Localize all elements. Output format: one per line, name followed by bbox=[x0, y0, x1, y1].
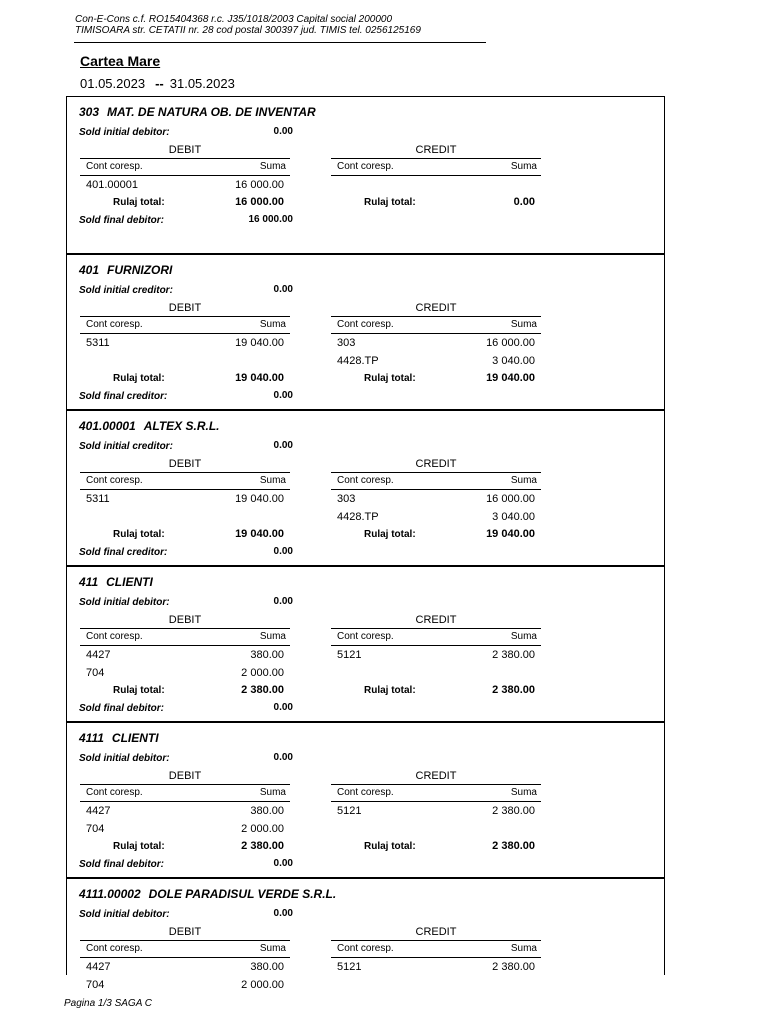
cont-coresp-header: Cont coresp. bbox=[86, 475, 143, 486]
date-to: 31.05.2023 bbox=[169, 76, 235, 91]
row-account: 4427 bbox=[86, 649, 111, 661]
credit-column-headers bbox=[331, 317, 541, 334]
credit-row bbox=[331, 490, 541, 508]
credit-rulaj-label: Rulaj total: bbox=[364, 373, 416, 384]
credit-rulaj-label: Rulaj total: bbox=[364, 685, 416, 696]
cont-coresp-header: Cont coresp. bbox=[86, 787, 143, 798]
suma-header: Suma bbox=[259, 475, 286, 486]
sold-initial-label: Sold initial debitor: bbox=[79, 127, 170, 138]
row-amount: 2 380.00 bbox=[492, 805, 535, 817]
row-amount: 16 000.00 bbox=[486, 337, 535, 349]
debit-header: DEBIT bbox=[80, 300, 290, 317]
credit-side bbox=[331, 924, 541, 976]
sold-final-label: Sold final debitor: bbox=[79, 703, 164, 714]
row-amount: 380.00 bbox=[250, 805, 284, 817]
sold-final-value: 0.00 bbox=[273, 858, 293, 869]
suma-header: Suma bbox=[259, 161, 286, 172]
debit-row bbox=[80, 976, 290, 994]
company-header bbox=[75, 14, 421, 36]
suma-header: Suma bbox=[510, 475, 537, 486]
debit-rulaj-total: 2 380.00 bbox=[241, 840, 284, 852]
suma-header: Suma bbox=[259, 943, 286, 954]
row-amount: 3 040.00 bbox=[492, 355, 535, 367]
date-separator: -- bbox=[155, 76, 164, 91]
sold-initial-label: Sold initial debitor: bbox=[79, 597, 170, 608]
row-amount: 3 040.00 bbox=[492, 511, 535, 523]
account-title bbox=[79, 419, 220, 433]
header-divider bbox=[74, 42, 486, 43]
debit-column-headers bbox=[80, 317, 290, 334]
credit-header: CREDIT bbox=[331, 456, 541, 473]
credit-rulaj-total: 19 040.00 bbox=[486, 372, 535, 384]
account-title bbox=[79, 887, 336, 901]
sold-final-label: Sold final creditor: bbox=[79, 391, 168, 402]
sold-initial-label: Sold initial creditor: bbox=[79, 441, 173, 452]
account-title bbox=[79, 575, 153, 589]
debit-side bbox=[80, 768, 290, 838]
credit-column-headers bbox=[331, 629, 541, 646]
credit-rulaj-total: 0.00 bbox=[513, 196, 535, 208]
debit-rulaj-label: Rulaj total: bbox=[113, 529, 165, 540]
account-name: FURNIZORI bbox=[107, 263, 173, 277]
sold-final-value: 16 000.00 bbox=[248, 214, 293, 225]
credit-rulaj-total: 19 040.00 bbox=[486, 528, 535, 540]
suma-header: Suma bbox=[259, 787, 286, 798]
credit-rulaj-total: 2 380.00 bbox=[492, 840, 535, 852]
row-amount: 2 380.00 bbox=[492, 649, 535, 661]
date-from: 01.05.2023 bbox=[80, 76, 146, 91]
account-section bbox=[67, 877, 664, 1033]
row-amount: 380.00 bbox=[250, 649, 284, 661]
debit-rulaj-total: 2 380.00 bbox=[241, 684, 284, 696]
company-header-line-2: TIMISOARA str. CETATII nr. 28 cod postal 300397 jud. TIMIS tel. 0256125169 bbox=[75, 25, 421, 36]
debit-header: DEBIT bbox=[80, 456, 290, 473]
debit-side bbox=[80, 300, 290, 352]
debit-row bbox=[80, 490, 290, 508]
account-number: 401 bbox=[79, 263, 100, 277]
row-amount: 2 000.00 bbox=[241, 823, 284, 835]
debit-header: DEBIT bbox=[80, 612, 290, 629]
account-section bbox=[67, 565, 664, 721]
page-footer: Pagina 1/3 SAGA C bbox=[64, 998, 153, 1009]
credit-side bbox=[331, 612, 541, 664]
account-number: 303 bbox=[79, 105, 100, 119]
suma-header: Suma bbox=[510, 943, 537, 954]
debit-rulaj-total: 16 000.00 bbox=[235, 196, 284, 208]
debit-column-headers bbox=[80, 629, 290, 646]
sold-initial-value: 0.00 bbox=[273, 596, 293, 607]
cont-coresp-header: Cont coresp. bbox=[337, 475, 394, 486]
account-title bbox=[79, 731, 159, 745]
suma-header: Suma bbox=[510, 631, 537, 642]
account-section bbox=[67, 97, 664, 253]
sold-final-value: 0.00 bbox=[273, 390, 293, 401]
row-amount: 2 000.00 bbox=[241, 979, 284, 991]
debit-row bbox=[80, 664, 290, 682]
row-amount: 19 040.00 bbox=[235, 337, 284, 349]
debit-rulaj-total: 19 040.00 bbox=[235, 528, 284, 540]
row-account: 4427 bbox=[86, 805, 111, 817]
debit-row bbox=[80, 334, 290, 352]
report-period bbox=[80, 76, 235, 91]
account-name: MAT. DE NATURA OB. DE INVENTAR bbox=[107, 105, 316, 119]
debit-column-headers bbox=[80, 785, 290, 802]
row-account: 4428.TP bbox=[337, 355, 379, 367]
debit-header: DEBIT bbox=[80, 924, 290, 941]
accounts-list bbox=[66, 96, 665, 991]
cont-coresp-header: Cont coresp. bbox=[86, 319, 143, 330]
row-amount: 16 000.00 bbox=[235, 179, 284, 191]
row-amount: 2 000.00 bbox=[241, 667, 284, 679]
debit-rulaj-label: Rulaj total: bbox=[113, 197, 165, 208]
account-section bbox=[67, 721, 664, 877]
row-amount: 19 040.00 bbox=[235, 493, 284, 505]
cont-coresp-header: Cont coresp. bbox=[337, 631, 394, 642]
suma-header: Suma bbox=[510, 319, 537, 330]
debit-row bbox=[80, 820, 290, 838]
credit-header: CREDIT bbox=[331, 768, 541, 785]
debit-rulaj-label: Rulaj total: bbox=[113, 841, 165, 852]
account-number: 401.00001 bbox=[79, 419, 136, 433]
credit-row bbox=[331, 958, 541, 976]
cont-coresp-header: Cont coresp. bbox=[337, 319, 394, 330]
debit-side bbox=[80, 142, 290, 194]
debit-header: DEBIT bbox=[80, 768, 290, 785]
debit-rulaj-total: 19 040.00 bbox=[235, 372, 284, 384]
cont-coresp-header: Cont coresp. bbox=[86, 631, 143, 642]
account-section bbox=[67, 253, 664, 409]
cont-coresp-header: Cont coresp. bbox=[337, 943, 394, 954]
credit-header: CREDIT bbox=[331, 612, 541, 629]
credit-row bbox=[331, 352, 541, 370]
debit-row bbox=[80, 176, 290, 194]
row-account: 5121 bbox=[337, 961, 362, 973]
credit-rulaj-label: Rulaj total: bbox=[364, 197, 416, 208]
credit-column-headers bbox=[331, 941, 541, 958]
sold-initial-label: Sold initial debitor: bbox=[79, 753, 170, 764]
row-account: 303 bbox=[337, 337, 356, 349]
debit-column-headers bbox=[80, 473, 290, 490]
credit-rulaj-label: Rulaj total: bbox=[364, 841, 416, 852]
debit-rulaj-label: Rulaj total: bbox=[113, 373, 165, 384]
debit-column-headers bbox=[80, 941, 290, 958]
account-name: CLIENTI bbox=[111, 731, 159, 745]
debit-side bbox=[80, 924, 290, 994]
credit-row bbox=[331, 802, 541, 820]
sold-initial-value: 0.00 bbox=[273, 908, 293, 919]
sold-final-label: Sold final debitor: bbox=[79, 859, 164, 870]
cont-coresp-header: Cont coresp. bbox=[337, 161, 394, 172]
credit-row bbox=[331, 646, 541, 664]
debit-column-headers bbox=[80, 159, 290, 176]
credit-column-headers bbox=[331, 159, 541, 176]
sold-initial-label: Sold initial debitor: bbox=[79, 909, 170, 920]
row-account: 303 bbox=[337, 493, 356, 505]
credit-column-headers bbox=[331, 473, 541, 490]
sold-initial-value: 0.00 bbox=[273, 126, 293, 137]
debit-row bbox=[80, 802, 290, 820]
row-account: 704 bbox=[86, 823, 105, 835]
cont-coresp-header: Cont coresp. bbox=[337, 787, 394, 798]
suma-header: Suma bbox=[259, 631, 286, 642]
sold-initial-label: Sold initial creditor: bbox=[79, 285, 173, 296]
credit-side bbox=[331, 768, 541, 820]
account-number: 411 bbox=[79, 575, 99, 589]
credit-header: CREDIT bbox=[331, 300, 541, 317]
credit-side bbox=[331, 142, 541, 176]
credit-row bbox=[331, 334, 541, 352]
debit-row bbox=[80, 958, 290, 976]
row-account: 5311 bbox=[86, 493, 110, 505]
row-amount: 2 380.00 bbox=[492, 961, 535, 973]
account-number: 4111 bbox=[79, 731, 104, 745]
row-amount: 380.00 bbox=[250, 961, 284, 973]
account-title bbox=[79, 263, 172, 277]
row-account: 5121 bbox=[337, 649, 362, 661]
credit-row bbox=[331, 508, 541, 526]
account-name: CLIENTI bbox=[106, 575, 153, 589]
row-account: 401.00001 bbox=[86, 179, 138, 191]
sold-final-label: Sold final creditor: bbox=[79, 547, 168, 558]
sold-initial-value: 0.00 bbox=[273, 440, 293, 451]
account-name: ALTEX S.R.L. bbox=[143, 419, 220, 433]
row-amount: 16 000.00 bbox=[486, 493, 535, 505]
suma-header: Suma bbox=[510, 787, 537, 798]
suma-header: Suma bbox=[510, 161, 537, 172]
row-account: 5121 bbox=[337, 805, 362, 817]
credit-rulaj-total: 2 380.00 bbox=[492, 684, 535, 696]
company-header-line-1: Con-E-Cons c.f. RO15404368 r.c. J35/1018/2003 Capital social 200000 bbox=[75, 14, 393, 25]
row-account: 5311 bbox=[86, 337, 110, 349]
credit-side bbox=[331, 456, 541, 526]
account-name: DOLE PARADISUL VERDE S.R.L. bbox=[148, 887, 337, 901]
debit-side bbox=[80, 456, 290, 508]
credit-side bbox=[331, 300, 541, 370]
sold-final-value: 0.00 bbox=[273, 546, 293, 557]
report-title: Cartea Mare bbox=[80, 53, 161, 69]
account-section bbox=[67, 409, 664, 565]
credit-header: CREDIT bbox=[331, 924, 541, 941]
debit-header: DEBIT bbox=[80, 142, 290, 159]
sold-final-value: 0.00 bbox=[273, 702, 293, 713]
credit-column-headers bbox=[331, 785, 541, 802]
debit-rulaj-label: Rulaj total: bbox=[113, 685, 165, 696]
debit-side bbox=[80, 612, 290, 682]
sold-initial-value: 0.00 bbox=[273, 284, 293, 295]
cont-coresp-header: Cont coresp. bbox=[86, 943, 143, 954]
account-number: 4111.00002 bbox=[79, 887, 141, 901]
suma-header: Suma bbox=[259, 319, 286, 330]
debit-row bbox=[80, 646, 290, 664]
credit-rulaj-label: Rulaj total: bbox=[364, 529, 416, 540]
sold-initial-value: 0.00 bbox=[273, 752, 293, 763]
row-account: 704 bbox=[86, 667, 105, 679]
row-account: 704 bbox=[86, 979, 105, 991]
account-title bbox=[79, 105, 316, 119]
row-account: 4428.TP bbox=[337, 511, 379, 523]
credit-header: CREDIT bbox=[331, 142, 541, 159]
sold-final-label: Sold final debitor: bbox=[79, 215, 164, 226]
cont-coresp-header: Cont coresp. bbox=[86, 161, 143, 172]
row-account: 4427 bbox=[86, 961, 111, 973]
